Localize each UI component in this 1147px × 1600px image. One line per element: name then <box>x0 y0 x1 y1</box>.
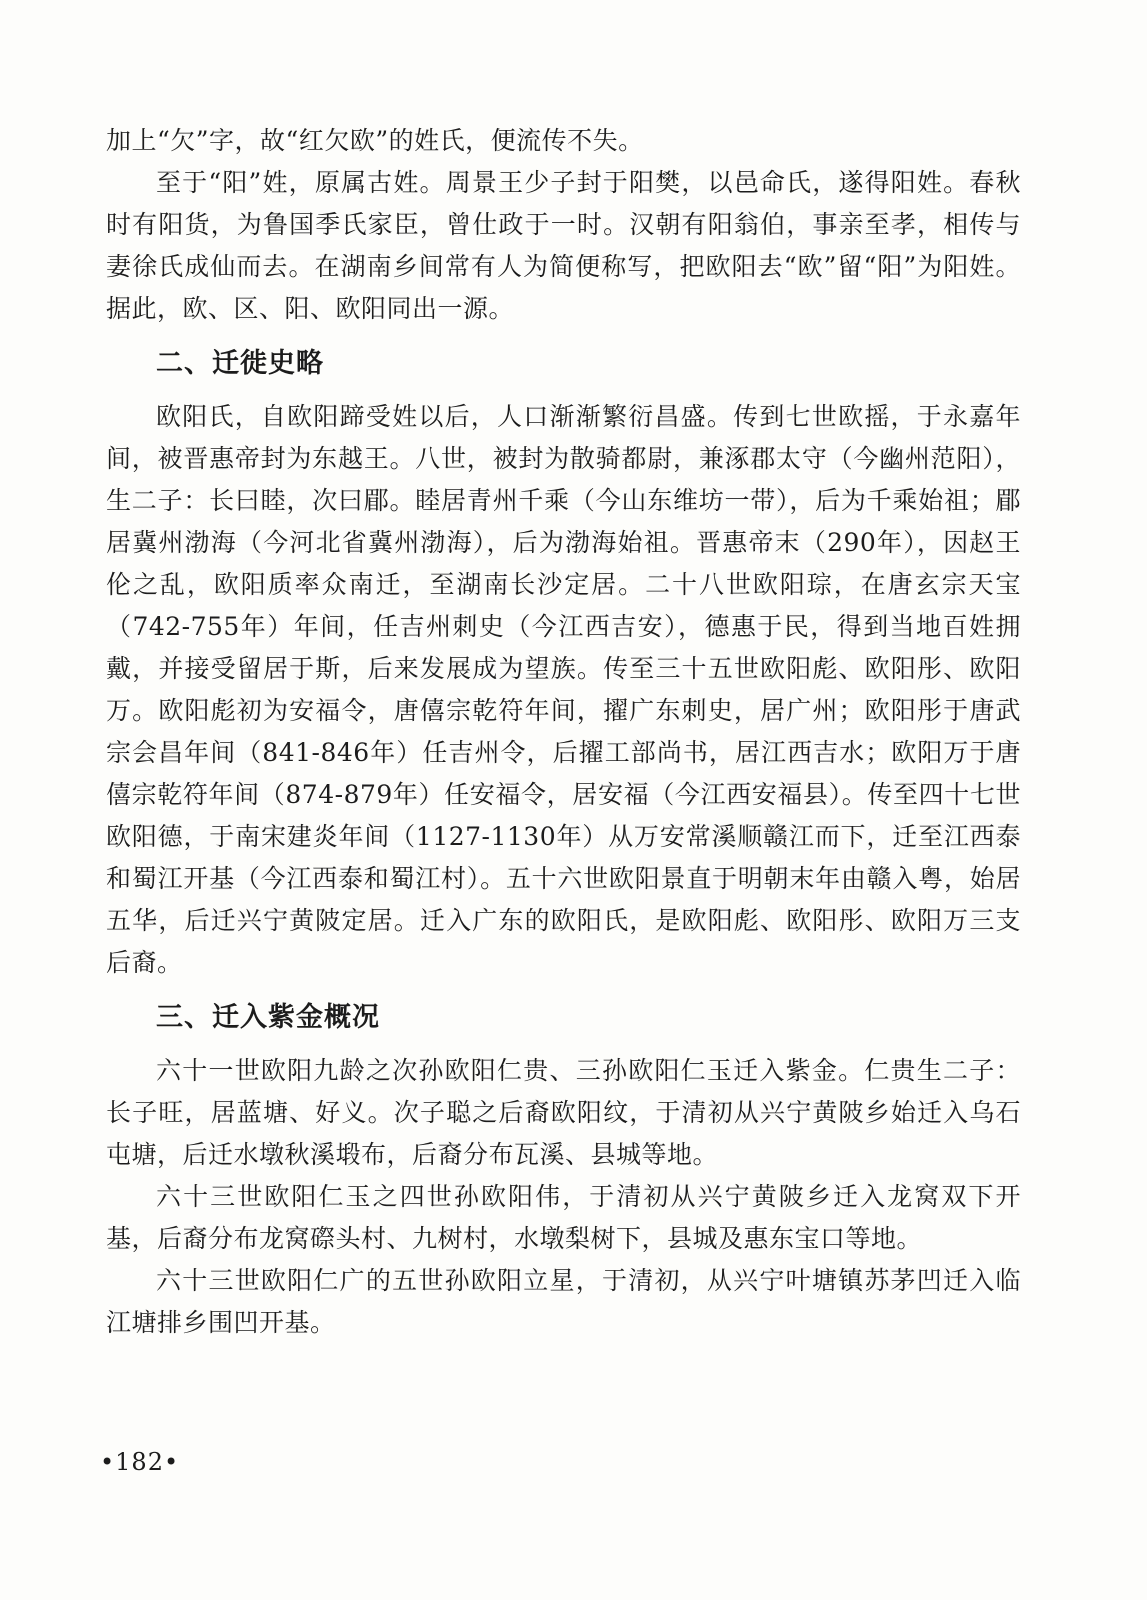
page-content <box>106 120 1021 1344</box>
paragraph: 六十三世欧阳仁玉之四世孙欧阳伟，于清初从兴宁黄陂乡迁入龙窝双下开基，后裔分布龙窝磜头村、九树村，水墩梨树下，县城及惠东宝口等地。 <box>106 1182 1021 1253</box>
page-number: •182• <box>100 1448 180 1476</box>
paragraph: 六十一世欧阳九龄之次孙欧阳仁贵、三孙欧阳仁玉迁入紫金。仁贵生二子：长子旺，居蓝塘、好义。次子聪之后裔欧阳纹，于清初从兴宁黄陂乡始迁入乌石屯塘，后迁水墩秋溪塅布，后裔分布瓦溪、县城等地。 <box>106 1056 1021 1169</box>
paragraph: 欧阳氏，自欧阳蹄受姓以后，人口渐渐繁衍昌盛。传到七世欧摇，于永嘉年间，被晋惠帝封为东越王。八世，被封为散骑都尉，兼涿郡太守（今幽州范阳），生二子：长曰睦，次曰郿。睦居青州千乘（今山东维坊一带），后为千乘始祖；郿居冀州渤海（今河北省冀州渤海），后为渤海始祖。晋惠帝末（290年），因赵王伦之乱，欧阳质率众南迁，至湖南长沙定居。二十八世欧阳琮，在唐玄宗天宝（742-755年）年间，任吉州刺史（今江西吉安），德惠于民，得到当地百姓拥戴，并接受留居于斯，后来发展成为望族。传至三十五世欧阳彪、欧阳彤、欧阳万。欧阳彪初为安福令，唐僖宗乾符年间，擢广东刺史，居广州；欧阳彤于唐武宗会昌年间（841-846年）任吉州令，后擢工部尚书，居江西吉水；欧阳万于唐僖宗乾符年间（874-879年）任安福令，居安福（今江西安福县）。传至四十七世欧阳德，于南宋建炎年间（1127-1130年）从万安常溪顺赣江而下，迁至江西泰和蜀江开基（今江西泰和蜀江村）。五十六世欧阳景直于明朝末年由赣入粤，始居五华，后迁兴宁黄陂定居。迁入广东的欧阳氏，是欧阳彪、欧阳彤、欧阳万三支后裔。 <box>106 402 1021 977</box>
paragraph: 六十三世欧阳仁广的五世孙欧阳立星，于清初，从兴宁叶塘镇苏茅凹迁入临江塘排乡围凹开基。 <box>106 1266 1021 1337</box>
section-heading: 二、迁徙史略 <box>156 348 324 379</box>
section-heading: 三、迁入紫金概况 <box>156 1002 380 1033</box>
paragraph: 加上“欠”字，故“红欠欧”的姓氏，便流传不失。 <box>106 126 644 155</box>
paragraph: 至于“阳”姓，原属古姓。周景王少子封于阳樊，以邑命氏，遂得阳姓。春秋时有阳货，为鲁国季氏家臣，曾仕政于一时。汉朝有阳翁伯，事亲至孝，相传与妻徐氏成仙而去。在湖南乡间常有人为简便称写，把欧阳去“欧”留“阳”为阳姓。据此，欧、区、阳、欧阳同出一源。 <box>106 168 1021 323</box>
